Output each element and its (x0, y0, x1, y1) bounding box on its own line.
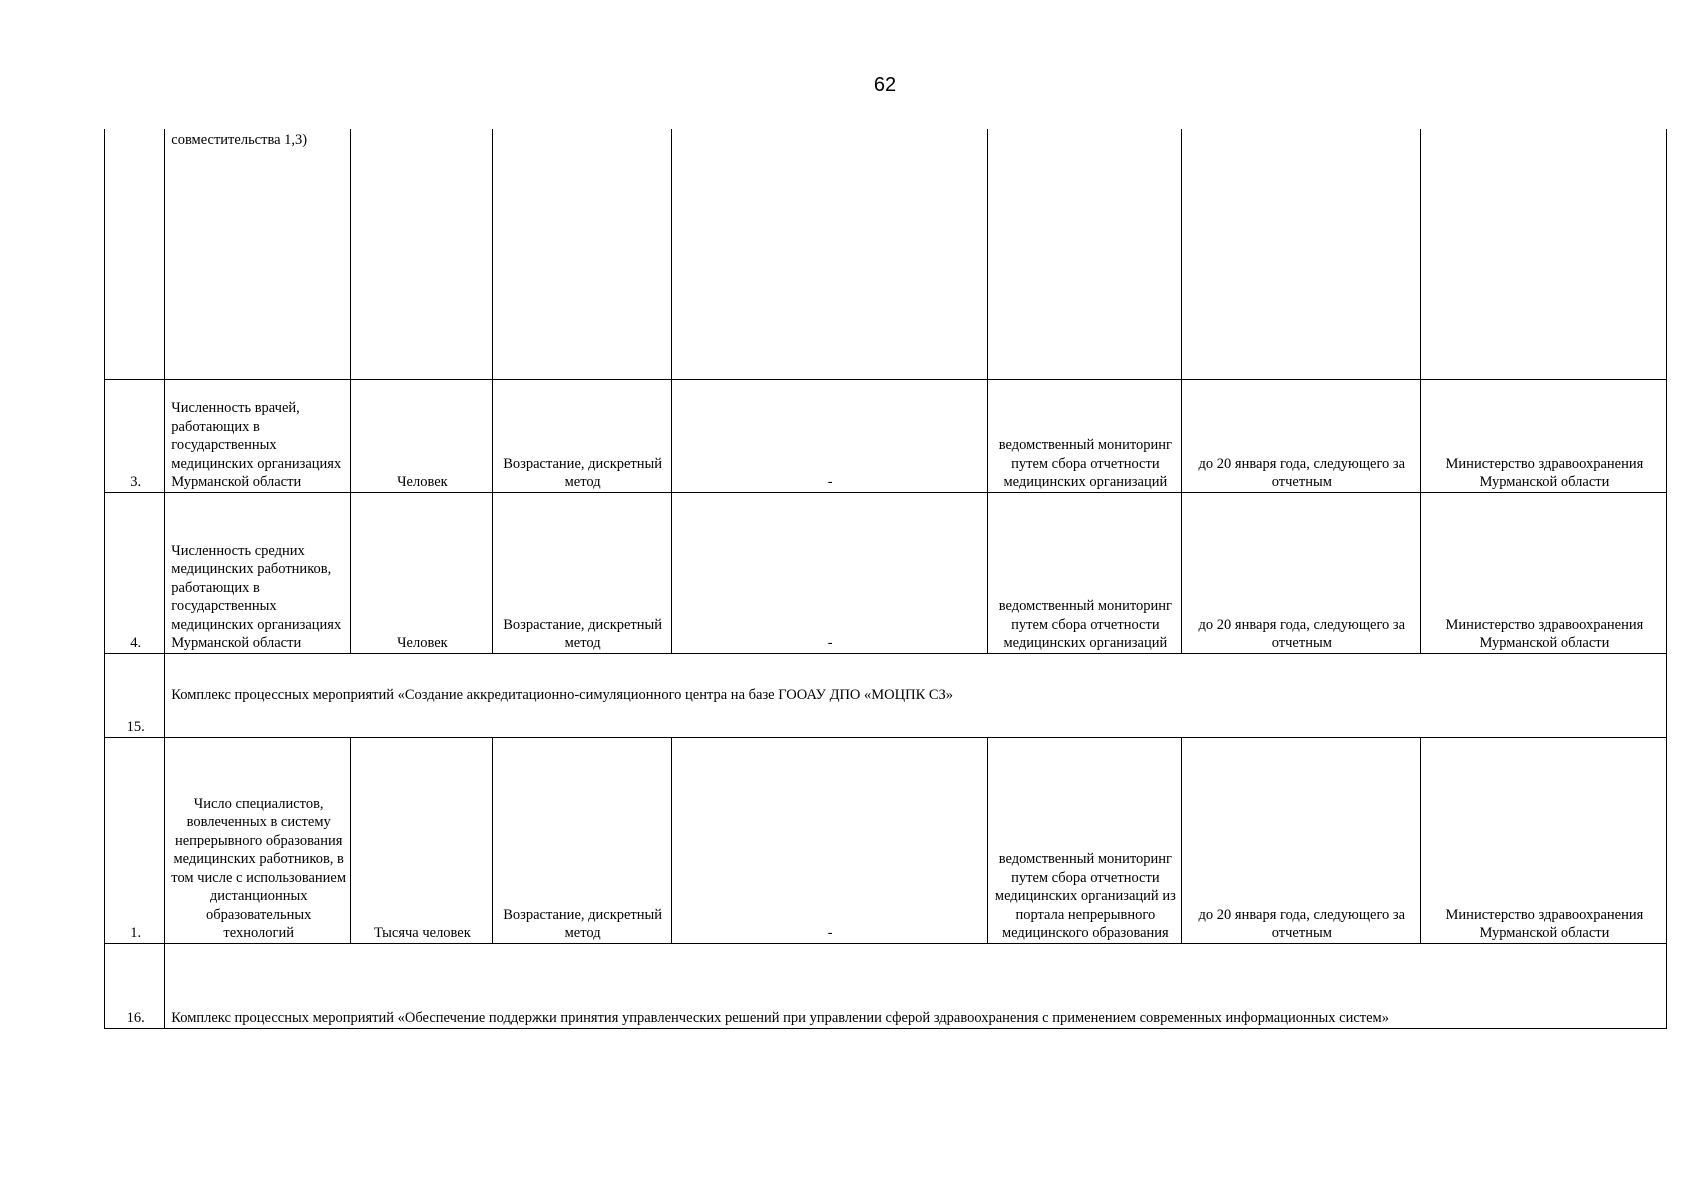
cell-num: 3. (105, 379, 165, 492)
cell-method: Возрастание, дискретный метод (492, 379, 671, 492)
cell-unit: Человек (351, 492, 493, 653)
cell-num (105, 129, 165, 379)
cell-formula: - (671, 492, 987, 653)
cell-num: 4. (105, 492, 165, 653)
section-title: Комплекс процессных мероприятий «Создание аккредитационно-симуляционного центра на базе ГООАУ ДПО «МОЦПК СЗ» (165, 653, 1667, 737)
cell-indicator: Число специалистов, вовлеченных в систему непрерывного образования медицинских работников, в том числе с использованием дистанционных образовательных технологий (165, 737, 351, 943)
cell-responsible (1420, 129, 1666, 379)
cell-deadline: до 20 января года, следующего за отчетным (1181, 492, 1420, 653)
cell-unit (351, 129, 493, 379)
cell-method (492, 129, 671, 379)
page-number: 62 (873, 74, 897, 96)
section-row (105, 943, 1667, 1028)
section-row (105, 653, 1667, 737)
cell-num: 16. (105, 943, 165, 1028)
cell-responsible: Министерство здравоохранения Мурманской области (1420, 492, 1666, 653)
cell-formula: - (671, 737, 987, 943)
cell-responsible: Министерство здравоохранения Мурманской области (1420, 379, 1666, 492)
cell-indicator: Численность средних медицинских работников, работающих в государственных медицинских организациях Мурманской области (165, 492, 351, 653)
cell-unit: Человек (351, 379, 493, 492)
indicators-table (104, 129, 1667, 1029)
table-row (105, 492, 1667, 653)
cell-formula (671, 129, 987, 379)
cell-source: ведомственный мониторинг путем сбора отчетности медицинских организаций (987, 379, 1181, 492)
cell-responsible: Министерство здравоохранения Мурманской области (1420, 737, 1666, 943)
table-row (105, 737, 1667, 943)
cell-source: ведомственный мониторинг путем сбора отчетности медицинских организаций из портала непрерывного медицинского образования (987, 737, 1181, 943)
cell-unit: Тысяча человек (351, 737, 493, 943)
table-row (105, 379, 1667, 492)
section-title: Комплекс процессных мероприятий «Обеспечение поддержки принятия управленческих решений при управлении сферой здравоохранения с применением современных информационных систем» (165, 943, 1667, 1028)
cell-num: 15. (105, 653, 165, 737)
table-row-continuation (105, 129, 1667, 379)
cell-deadline: до 20 января года, следующего за отчетным (1181, 379, 1420, 492)
cell-deadline: до 20 января года, следующего за отчетным (1181, 737, 1420, 943)
cell-indicator: совместительства 1,3) (165, 129, 351, 379)
cell-method: Возрастание, дискретный метод (492, 737, 671, 943)
cell-source (987, 129, 1181, 379)
cell-indicator: Численность врачей, работающих в государственных медицинских организациях Мурманской области (165, 379, 351, 492)
cell-source: ведомственный мониторинг путем сбора отчетности медицинских организаций (987, 492, 1181, 653)
cell-formula: - (671, 379, 987, 492)
cell-method: Возрастание, дискретный метод (492, 492, 671, 653)
cell-deadline (1181, 129, 1420, 379)
cell-num: 1. (105, 737, 165, 943)
